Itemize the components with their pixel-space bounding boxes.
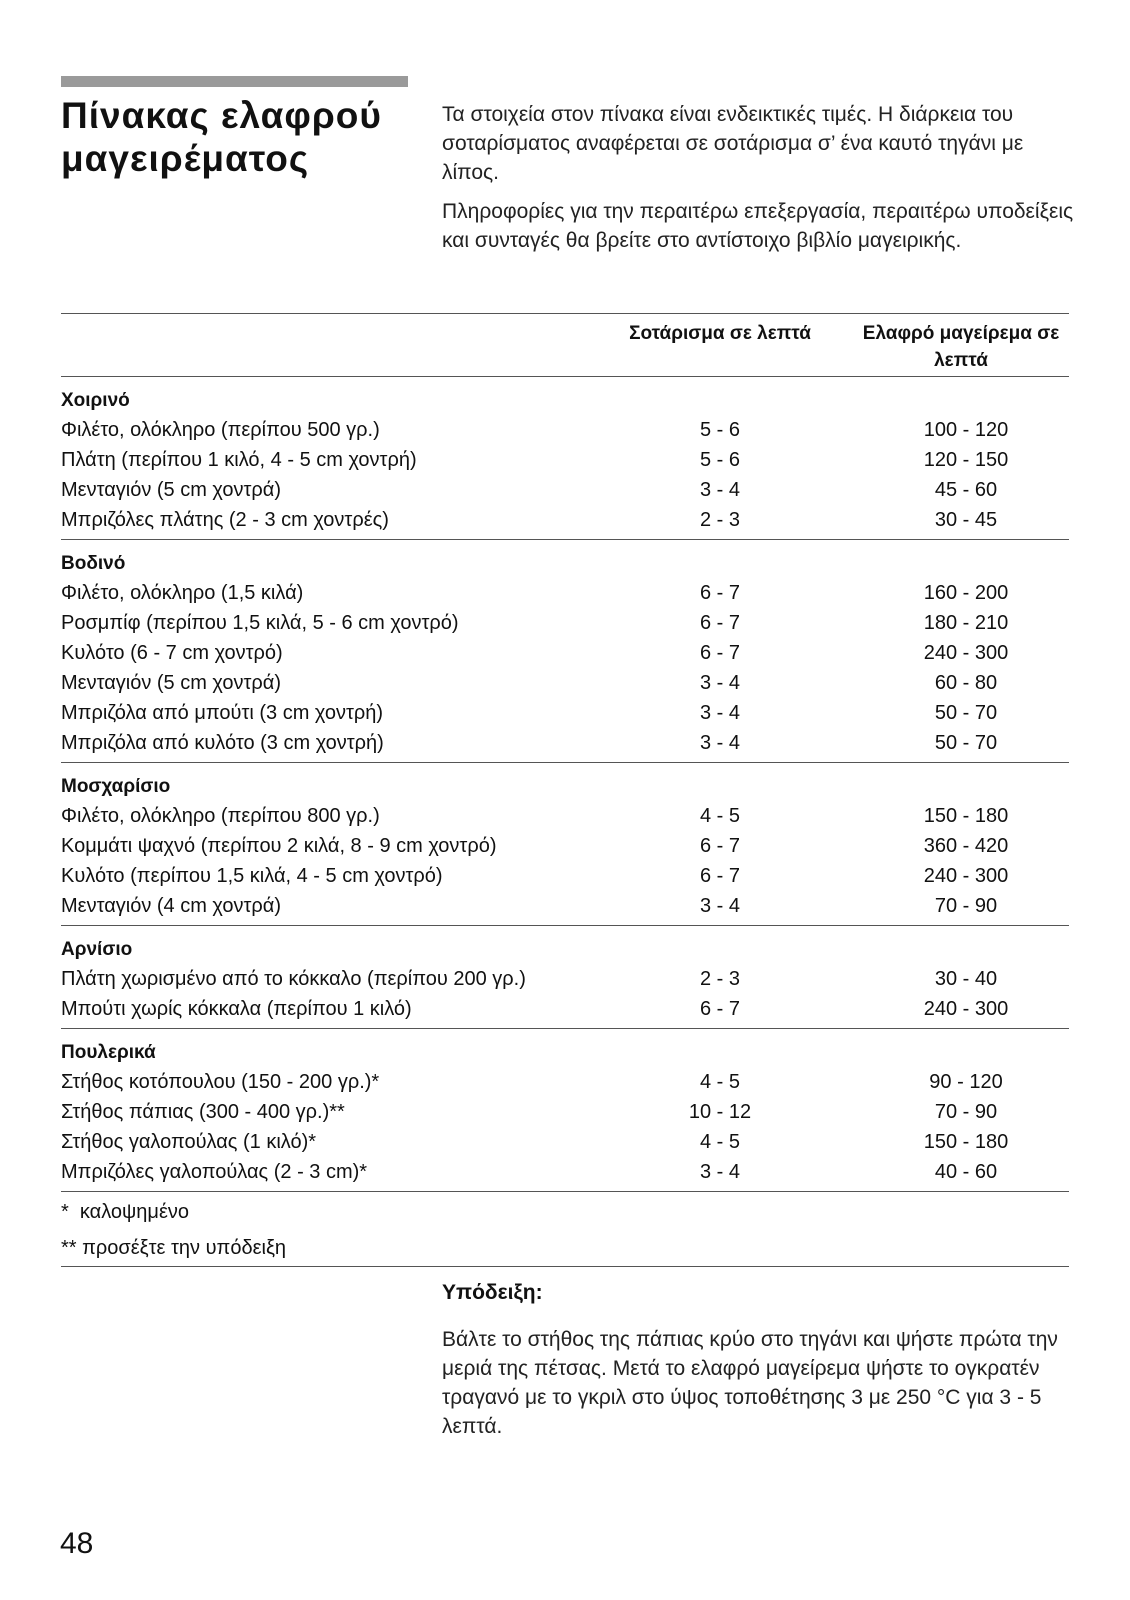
row-saute-minutes: 5 - 6 <box>699 419 741 441</box>
row-saute-minutes: 6 - 7 <box>699 612 741 634</box>
row-light-minutes: 60 - 80 <box>934 672 998 694</box>
table-row <box>61 1097 1069 1127</box>
row-light-minutes: 70 - 90 <box>934 1101 998 1123</box>
row-name: Στήθος γαλοπούλας (1 κιλό)* <box>61 1131 317 1153</box>
row-name: Στήθος κοτόπουλου (150 - 200 γρ.)* <box>61 1071 380 1093</box>
table-section <box>61 1029 1069 1191</box>
category-heading: Αρνίσιο <box>61 939 133 960</box>
row-name: Μπριζόλες γαλοπούλας (2 - 3 cm)* <box>61 1161 368 1183</box>
table-row <box>61 728 1069 758</box>
row-light-minutes: 180 - 210 <box>923 612 1009 634</box>
row-saute-minutes: 6 - 7 <box>699 998 741 1020</box>
row-name: Φιλέτο, ολόκληρο (περίπου 800 γρ.) <box>61 805 380 827</box>
row-light-minutes: 40 - 60 <box>934 1161 998 1183</box>
row-saute-minutes: 4 - 5 <box>699 1131 741 1153</box>
row-saute-minutes: 3 - 4 <box>699 702 741 724</box>
footnote: ** προσέξτε την υπόδειξη <box>61 1237 287 1259</box>
table-row <box>61 831 1069 861</box>
table-row <box>61 698 1069 728</box>
row-saute-minutes: 3 - 4 <box>699 732 741 754</box>
row-light-minutes: 150 - 180 <box>923 1131 1009 1153</box>
row-light-minutes: 45 - 60 <box>934 479 998 501</box>
row-saute-minutes: 3 - 4 <box>699 672 741 694</box>
intro-text <box>442 100 1082 265</box>
row-light-minutes: 100 - 120 <box>923 419 1009 441</box>
row-saute-minutes: 10 - 12 <box>688 1101 752 1123</box>
table-row <box>61 445 1069 475</box>
header-saute: Σοτάρισμα σε λεπτά <box>629 323 811 344</box>
intro-paragraph: Τα στοιχεία στον πίνακα είναι ενδεικτικές τιμές. Η διάρκεια του σοταρίσματος αναφέρεται σε σοτάρισμα σ’ ένα καυτό τηγάνι με λίπος. <box>442 103 1024 184</box>
row-saute-minutes: 6 - 7 <box>699 582 741 604</box>
row-name: Μπριζόλες πλάτης (2 - 3 cm χοντρές) <box>61 509 389 531</box>
table-row <box>61 964 1069 994</box>
row-light-minutes: 90 - 120 <box>929 1071 1003 1093</box>
row-name: Μενταγιόν (4 cm χοντρά) <box>61 895 282 917</box>
category-heading: Μοσχαρίσιο <box>61 776 171 797</box>
table-row <box>61 994 1069 1024</box>
table-row <box>61 801 1069 831</box>
row-saute-minutes: 2 - 3 <box>699 509 741 531</box>
row-light-minutes: 120 - 150 <box>923 449 1009 471</box>
table-section <box>61 926 1069 1028</box>
row-light-minutes: 240 - 300 <box>923 998 1009 1020</box>
table-row <box>61 1157 1069 1187</box>
row-saute-minutes: 4 - 5 <box>699 1071 741 1093</box>
row-light-minutes: 160 - 200 <box>923 582 1009 604</box>
table-divider <box>61 1266 1069 1267</box>
table-section <box>61 763 1069 925</box>
table-row <box>61 1127 1069 1157</box>
row-saute-minutes: 6 - 7 <box>699 642 741 664</box>
row-saute-minutes: 6 - 7 <box>699 865 741 887</box>
title-bar-decoration <box>61 76 408 87</box>
row-light-minutes: 30 - 45 <box>934 509 998 531</box>
row-saute-minutes: 5 - 6 <box>699 449 741 471</box>
table-row <box>61 608 1069 638</box>
row-name: Μπούτι χωρίς κόκκαλα (περίπου 1 κιλό) <box>61 998 412 1020</box>
row-light-minutes: 240 - 300 <box>923 642 1009 664</box>
footnotes <box>61 1192 1069 1266</box>
table-row <box>61 475 1069 505</box>
page-number: 48 <box>60 1527 94 1560</box>
row-saute-minutes: 6 - 7 <box>699 835 741 857</box>
row-light-minutes: 30 - 40 <box>934 968 998 990</box>
row-name: Μενταγιόν (5 cm χοντρά) <box>61 672 282 694</box>
table-section <box>61 377 1069 539</box>
row-name: Φιλέτο, ολόκληρο (περίπου 500 γρ.) <box>61 419 380 441</box>
row-name: Μπριζόλα από κυλότο (3 cm χοντρή) <box>61 732 384 754</box>
table-row <box>61 415 1069 445</box>
row-saute-minutes: 3 - 4 <box>699 1161 741 1183</box>
row-light-minutes: 360 - 420 <box>923 835 1009 857</box>
row-name: Κομμάτι ψαχνό (περίπου 2 κιλά, 8 - 9 cm χοντρό) <box>61 835 497 857</box>
row-name: Κυλότο (6 - 7 cm χοντρό) <box>61 642 283 664</box>
row-saute-minutes: 3 - 4 <box>699 895 741 917</box>
table-row <box>61 668 1069 698</box>
category-heading: Χοιρινό <box>61 390 130 411</box>
footnote: * καλοψημένο <box>61 1201 189 1223</box>
row-name: Ροσμπίφ (περίπου 1,5 κιλά, 5 - 6 cm χοντρό) <box>61 612 459 634</box>
cooking-table <box>61 313 1069 1267</box>
table-body <box>61 376 1069 1191</box>
category-heading: Βοδινό <box>61 553 126 574</box>
row-name: Μενταγιόν (5 cm χοντρά) <box>61 479 282 501</box>
row-name: Φιλέτο, ολόκληρο (1,5 κιλά) <box>61 582 304 604</box>
row-saute-minutes: 2 - 3 <box>699 968 741 990</box>
table-row <box>61 861 1069 891</box>
table-row <box>61 891 1069 921</box>
table-section <box>61 540 1069 762</box>
row-name: Κυλότο (περίπου 1,5 κιλά, 4 - 5 cm χοντρό) <box>61 865 443 887</box>
row-name: Μπριζόλα από μπούτι (3 cm χοντρή) <box>61 702 384 724</box>
hint-title: Υπόδειξη: <box>442 1281 543 1304</box>
row-name: Στήθος πάπιας (300 - 400 γρ.)** <box>61 1101 345 1123</box>
row-light-minutes: 240 - 300 <box>923 865 1009 887</box>
table-row <box>61 638 1069 668</box>
row-light-minutes: 50 - 70 <box>934 732 998 754</box>
page-title: Πίνακας ελαφρού μαγειρέματος <box>61 95 382 179</box>
table-row <box>61 578 1069 608</box>
row-saute-minutes: 3 - 4 <box>699 479 741 501</box>
header-light-cooking: Ελαφρό μαγείρεμα σε λεπτά <box>862 323 1060 371</box>
table-row <box>61 1067 1069 1097</box>
row-light-minutes: 50 - 70 <box>934 702 998 724</box>
table-row <box>61 505 1069 535</box>
intro-paragraph: Πληροφορίες για την περαιτέρω επεξεργασία, περαιτέρω υποδείξεις και συνταγές θα βρείτε στο αντίστοιχο βιβλίο μαγειρικής. <box>442 200 1074 252</box>
row-light-minutes: 150 - 180 <box>923 805 1009 827</box>
row-light-minutes: 70 - 90 <box>934 895 998 917</box>
category-heading: Πουλερικά <box>61 1042 156 1063</box>
row-name: Πλάτη (περίπου 1 κιλό, 4 - 5 cm χοντρή) <box>61 449 417 471</box>
row-saute-minutes: 4 - 5 <box>699 805 741 827</box>
row-name: Πλάτη χωρισμένο από το κόκκαλο (περίπου 200 γρ.) <box>61 968 526 990</box>
hint-text: Βάλτε το στήθος της πάπιας κρύο στο τηγάνι και ψήστε πρώτα την μεριά της πέτσας. Μετά το ελαφρό μαγείρεμα ψήστε το ογκρατέν τραγανό με το γκριλ στο ύψος τοποθέτησης 3 με 250 °C για 3 - 5 λεπτά. <box>442 1328 1058 1438</box>
table-header <box>61 314 1069 376</box>
